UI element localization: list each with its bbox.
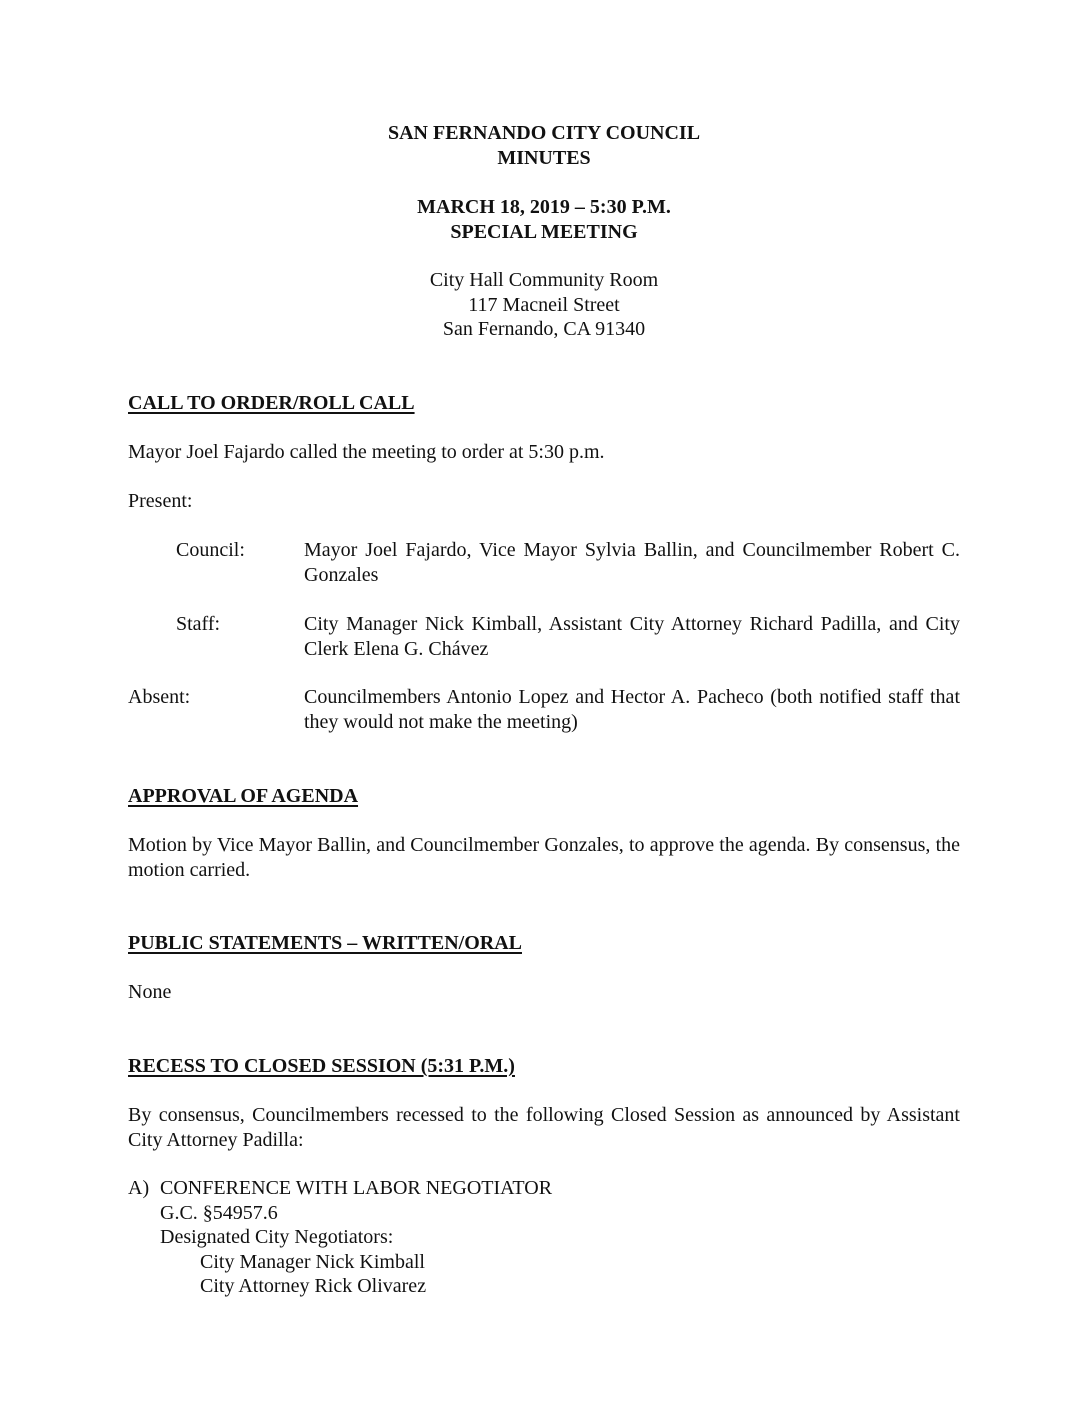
item-a-negotiator-1: City Manager Nick Kimball xyxy=(200,1251,425,1273)
item-a-negotiators-label: Designated City Negotiators: xyxy=(160,1226,394,1248)
document-title: SAN FERNANDO CITY COUNCIL xyxy=(387,122,701,144)
document-subtitle: MINUTES xyxy=(497,147,591,169)
public-statements-text: None xyxy=(128,981,172,1003)
item-a-code: G.C. §54957.6 xyxy=(160,1202,278,1224)
staff-label: Staff: xyxy=(176,613,221,635)
item-a-negotiator-2: City Attorney Rick Olivarez xyxy=(200,1275,427,1297)
location-line-3: San Fernando, CA 91340 xyxy=(442,318,646,340)
council-members: Mayor Joel Fajardo, Vice Mayor Sylvia Ballin, and Councilmember Robert C. Gonzales xyxy=(304,539,960,586)
absent-label: Absent: xyxy=(128,686,191,708)
section-heading-public-statements: PUBLIC STATEMENTS – WRITTEN/ORAL xyxy=(128,932,522,954)
meeting-type: SPECIAL MEETING xyxy=(450,221,638,243)
recess-text: By consensus, Councilmembers recessed to the following Closed Session as announced by Assistant City Attorney Padilla: xyxy=(128,1104,960,1151)
item-a-title: CONFERENCE WITH LABOR NEGOTIATOR xyxy=(160,1177,553,1199)
absent-members: Councilmembers Antonio Lopez and Hector A. Pacheco (both notified staff that they would not make the meeting) xyxy=(304,686,960,733)
section-heading-recess: RECESS TO CLOSED SESSION (5:31 P.M.) xyxy=(128,1055,515,1077)
approval-of-agenda-text: Motion by Vice Mayor Ballin, and Councilmember Gonzales, to approve the agenda. By consensus, the motion carried. xyxy=(128,834,960,881)
section-heading-call-to-order: CALL TO ORDER/ROLL CALL xyxy=(128,392,415,414)
location-line-1: City Hall Community Room xyxy=(429,269,659,291)
meeting-date: MARCH 18, 2019 – 5:30 P.M. xyxy=(417,196,671,218)
section-heading-approval-of-agenda: APPROVAL OF AGENDA xyxy=(128,785,359,807)
item-a-marker: A) xyxy=(128,1177,150,1199)
staff-members: City Manager Nick Kimball, Assistant City Attorney Richard Padilla, and City Clerk Elena G. Chávez xyxy=(304,613,960,660)
location-line-2: 117 Macneil Street xyxy=(468,294,620,316)
call-to-order-statement: Mayor Joel Fajardo called the meeting to order at 5:30 p.m. xyxy=(128,441,605,463)
council-label: Council: xyxy=(176,539,245,561)
present-label: Present: xyxy=(128,490,193,512)
